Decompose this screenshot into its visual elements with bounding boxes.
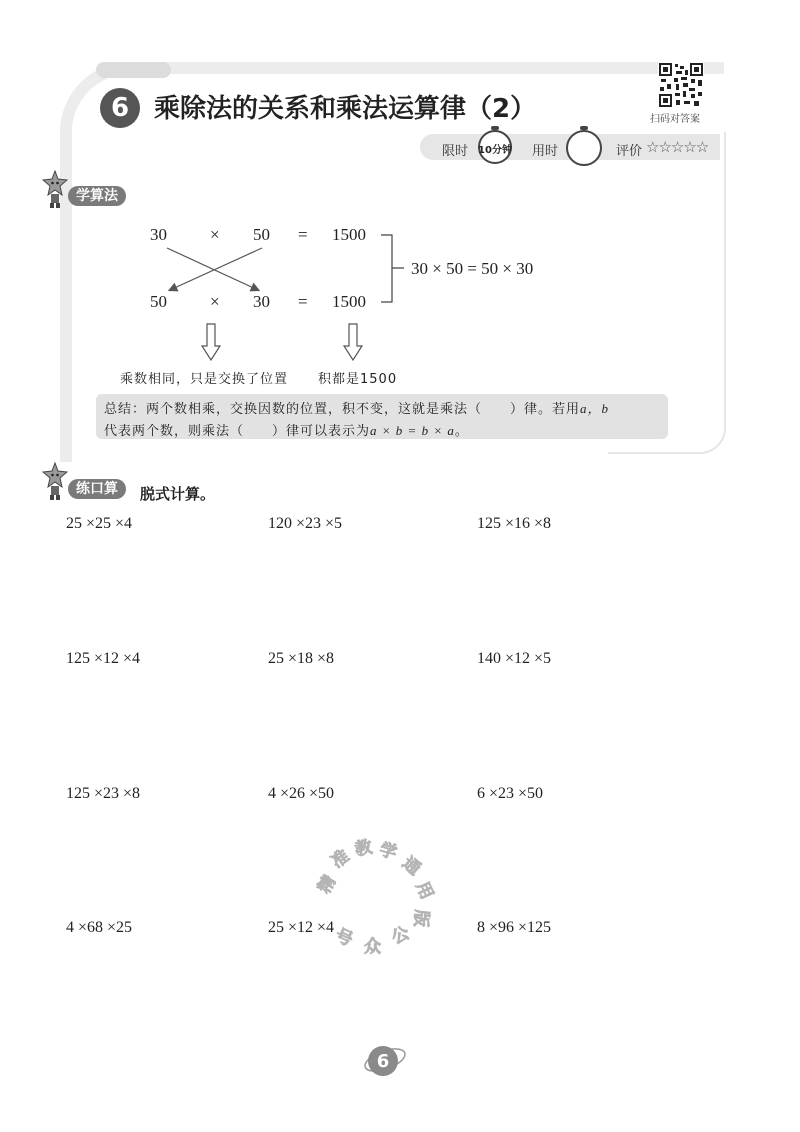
swap-diagram — [0, 0, 800, 400]
down-arrow-icon — [344, 324, 362, 360]
problem: 6 ×23 ×50 — [477, 785, 544, 802]
summary-text: ）律。若用 — [510, 402, 581, 417]
watermark-stamp — [300, 830, 450, 980]
mascot-icon — [42, 462, 68, 502]
row1-times: × — [210, 225, 220, 244]
row1-factor-b: 50 — [253, 225, 270, 244]
qr-caption: 扫码对答案 — [650, 114, 700, 125]
svg-text:版: 版 — [410, 909, 432, 928]
caption-right: 积都是1500 — [318, 372, 398, 387]
page-title: 乘除法的关系和乘法运算律（2） — [154, 94, 537, 124]
summary-formula: a × b = b × a — [370, 423, 455, 438]
problem: 140 ×12 ×5 — [477, 650, 552, 667]
page-number: 6 — [368, 1046, 398, 1076]
row2-factor-b: 30 — [253, 292, 270, 311]
practice-instruction: 脱式计算。 — [140, 485, 216, 503]
summary-text: 代表两个数，则乘法（ — [104, 424, 245, 439]
summary-text: ）律可以表示为 — [272, 424, 371, 439]
problem: 25 ×12 ×4 — [268, 919, 335, 936]
rating-stars[interactable]: ☆☆☆☆☆ — [646, 138, 709, 156]
time-limit-label: 限时 — [442, 144, 469, 159]
lesson-number-badge: 6 — [100, 88, 140, 128]
svg-text:用: 用 — [411, 878, 437, 903]
svg-text:公: 公 — [388, 923, 413, 949]
row1-equals: = — [298, 225, 308, 244]
cross-arrow-down-left — [170, 248, 262, 290]
row2-factor-a: 50 — [150, 292, 167, 311]
commutative-expression: 30 × 50 = 50 × 30 — [411, 259, 534, 278]
down-arrow-icon — [202, 324, 220, 360]
problem: 4 ×68 ×25 — [66, 919, 133, 936]
svg-text:教: 教 — [353, 837, 374, 861]
caption-left: 乘数相同，只是交换了位置 — [120, 372, 289, 387]
svg-text:准: 准 — [327, 846, 354, 873]
row1-factor-a: 30 — [150, 225, 167, 244]
problem: 25 ×18 ×8 — [268, 650, 335, 667]
svg-text:精: 精 — [314, 872, 341, 898]
learn-section-tag: 学算法 — [68, 186, 126, 206]
bracket — [381, 235, 404, 302]
summary-line-2 — [104, 420, 469, 439]
problem: 125 ×16 ×8 — [477, 515, 552, 532]
row1-product: 1500 — [332, 225, 366, 244]
svg-text:通: 通 — [398, 853, 425, 880]
problem: 125 ×23 ×8 — [66, 785, 141, 802]
cross-arrow-down-right — [167, 248, 258, 290]
summary-line-1 — [104, 398, 609, 417]
problem: 25 ×25 ×4 — [66, 515, 133, 532]
time-limit-value: 10分钟 — [478, 145, 512, 156]
row2-product: 1500 — [332, 292, 366, 311]
summary-text: 总结：两个数相乘，交换因数的位置，积不变，这就是乘法（ — [104, 402, 483, 417]
practice-section-tag: 练口算 — [68, 479, 126, 499]
problem: 8 ×96 ×125 — [477, 919, 552, 936]
summary-variables: a，b — [580, 401, 610, 416]
problem: 125 ×12 ×4 — [66, 650, 141, 667]
summary-text: 。 — [454, 424, 469, 439]
rating-label: 评价 — [616, 144, 643, 159]
problem: 120 ×23 ×5 — [268, 515, 343, 532]
row2-equals: = — [298, 292, 308, 311]
svg-text:学: 学 — [377, 839, 399, 864]
time-used-label: 用时 — [532, 144, 559, 159]
row2-times: × — [210, 292, 220, 311]
problem: 4 ×26 ×50 — [268, 785, 335, 802]
svg-text:号: 号 — [331, 925, 356, 951]
svg-text:众: 众 — [364, 937, 381, 957]
